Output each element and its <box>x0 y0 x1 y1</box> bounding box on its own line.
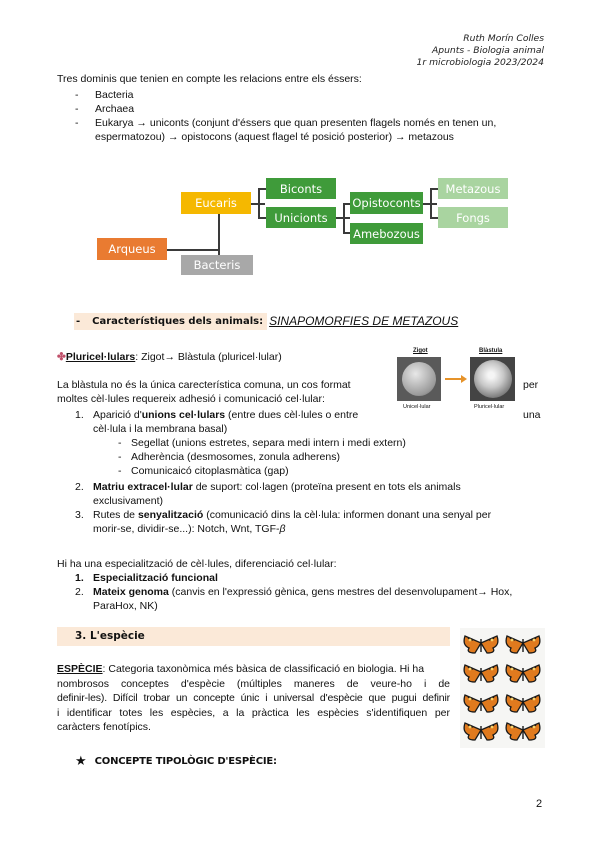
label-blastula: Blàstula <box>479 348 503 354</box>
section-3-title: 3. L'espècie <box>75 630 145 642</box>
butterfly-icons <box>460 628 545 748</box>
intro-text: Tres dominis que tenien en compte les relacions entre els éssers: <box>57 73 362 85</box>
list-item: 1. Aparició d'unions cel·lulars (entre dues cèl·lules o entre <box>75 409 359 421</box>
section-title: Característiques dels animals: <box>82 313 267 330</box>
list-item: - Adherència (desmosomes, zonula adherens) <box>118 451 340 463</box>
pluricel-para-2: moltes cèl·lules requereix adhesió i comunicació cel·lular: <box>57 393 325 405</box>
list-item: 2. Matriu extracel·lular de suport: col·lagen (proteïna present en tots els animals <box>75 481 461 493</box>
intro-list <box>75 88 544 144</box>
node-eucaris: Eucaris <box>181 192 251 214</box>
list-item: - Bacteria <box>75 89 134 101</box>
section-subtitle: SINAPOMORFIES DE METAZOUS <box>269 314 459 328</box>
pluricel-para-b: per <box>523 379 539 391</box>
node-amebozous: Amebozous <box>350 223 423 244</box>
node-biconts: Biconts <box>266 178 336 199</box>
zigot-image <box>397 357 441 401</box>
star-icon: ★ <box>75 753 87 768</box>
concept-heading <box>75 753 277 769</box>
header-year: 1r microbiologia 2023/2024 <box>416 57 544 68</box>
page-header <box>417 33 544 69</box>
especie-term: ESPÈCIE <box>57 663 103 675</box>
list-item: - Comunicaicó citoplasmàtica (gap) <box>118 465 289 477</box>
concept-title: CONCEPTE TIPOLÒGIC D'ESPÈCIE: <box>94 755 277 767</box>
list-item: - Archaea <box>75 103 135 115</box>
list-item: 1. Especialització funcional <box>75 572 218 584</box>
section-dash: - <box>74 313 82 330</box>
zigot-blastula-figure <box>397 348 517 412</box>
arrow-icon <box>445 375 467 383</box>
node-bacteris: Bacteris <box>181 255 253 275</box>
list-item-wrap: una <box>523 409 541 421</box>
list-item-continued: espermatozou) → opistocons (aquest flagel té posició posterior) → metazous <box>95 131 454 143</box>
section-characteristics <box>74 313 458 330</box>
label-pluricel: Pluricel·lular <box>474 404 505 410</box>
node-metazous: Metazous <box>438 178 508 199</box>
sub-list <box>75 436 542 478</box>
label-zigot: Zigot <box>413 348 428 354</box>
special-list: 1. Especialització funcional 2. Mateix genoma (canvis en l'expressió gènica, gens mestres del desenvolupament→ Hox, ParaHox, NK) <box>75 571 542 613</box>
butterflies-image <box>460 628 545 748</box>
pluricel-line: ✤Pluricel·lulars: Zigot→ Blàstula (pluricel·lular) <box>57 351 282 363</box>
pluricel-para-a: La blàstula no és la única carecterística comuna, un cos format <box>57 379 351 391</box>
especie-paragraph: ESPÈCIE: Categoria taxonòmica més bàsica de classificació en biologia. Hi ha nombrosos conceptes d'espècie (múltiples maneres de veure-ho i de definir-les). Difícil trobar un concepte únic i universal d'espècie que pugui definir i identificar totes les espècies, a la pràctica les espècies s'identifiquen per caràcters fenotípics. <box>57 663 450 733</box>
blastula-image <box>470 357 515 401</box>
node-arqueus: Arqueus <box>97 238 167 260</box>
node-opistoconts: Opistoconts <box>350 192 423 214</box>
header-course: Apunts - Biologia animal <box>431 45 544 56</box>
label-unicel: Unicel·lular <box>403 404 431 410</box>
special-text: Hi ha una especialització de cèl·lules, diferenciació cel·lular: <box>57 558 337 570</box>
node-unicionts: Unicionts <box>266 207 336 228</box>
sinapomorfies-list: 1. Aparició d'unions cel·lulars (entre dues cèl·lules o entre cèl·lula i la membrana basal) - Segellat (unions estretes, separa medi intern i medi extern) - Adherència (desmosomes, zonula adherens) - Comunicaicó citoplasmàtica (gap) 2. Matriu extracel·lular de suport: col·lagen (proteïna present en tots els animals exclusivament) 3. Rutes de senyalització (comunicació dins la cèl·lula: informen donant una senyal per morir-se, dividir-se...): Notch, Wnt, TGF-β <box>75 408 542 536</box>
header-author: Ruth Morín Colles <box>463 33 544 44</box>
section-3-bar <box>57 627 450 646</box>
list-item: 3. Rutes de senyalització (comunicació dins la cèl·lula: informen donant una senyal per <box>75 509 492 521</box>
list-item: - Eukarya → uniconts (conjunt d'éssers que quan presenten flagels només en tenen un, <box>75 117 497 129</box>
list-item: 2. Mateix genoma (canvis en l'expressió gènica, gens mestres del desenvolupament→ Hox, <box>75 586 513 598</box>
list-item: - Segellat (unions estretes, separa medi intern i medi extern) <box>118 437 406 449</box>
page-number: 2 <box>536 798 543 810</box>
node-fongs: Fongs <box>438 207 508 228</box>
pluricel-label: Pluricel·lulars <box>65 351 136 363</box>
